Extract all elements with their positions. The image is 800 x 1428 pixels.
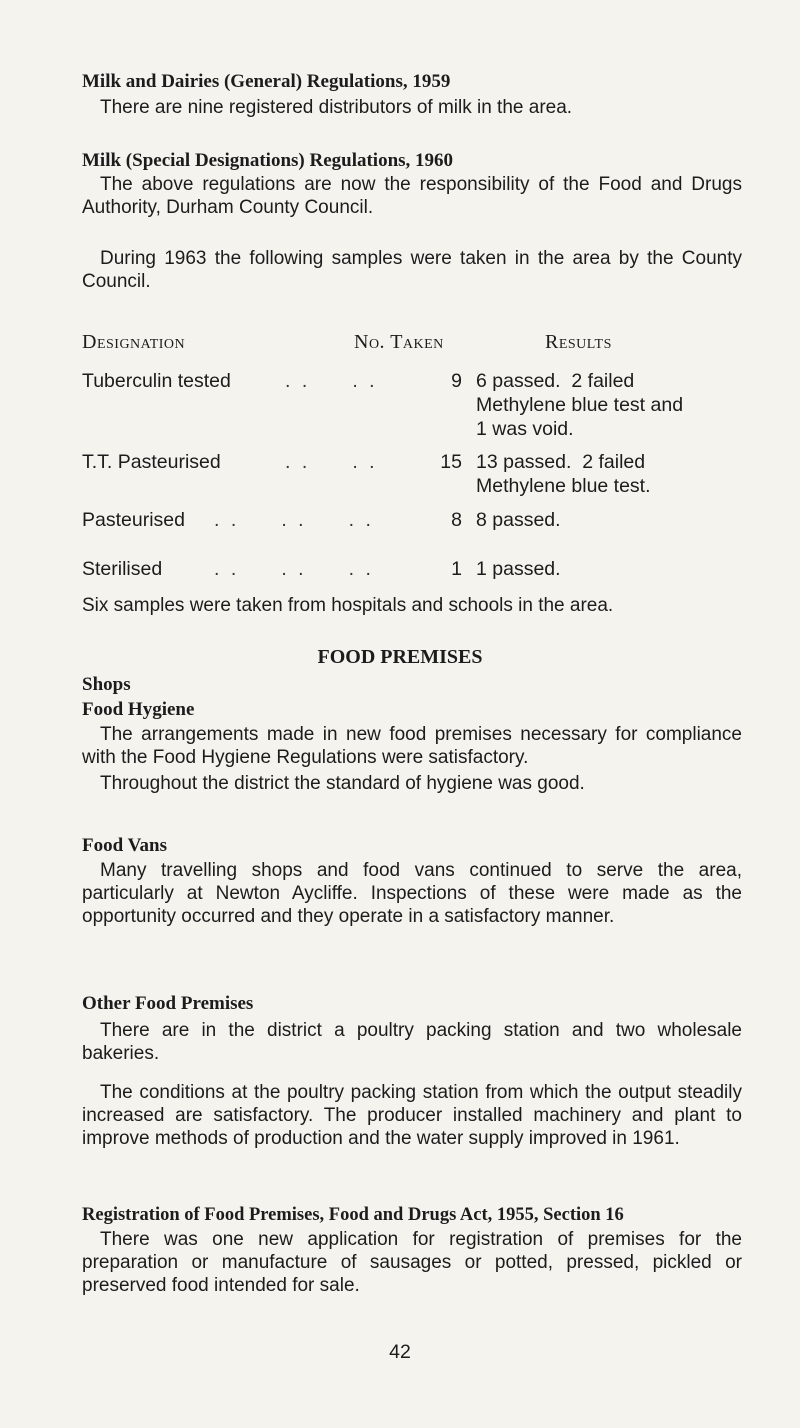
food-hygiene-heading: Food Hygiene (82, 699, 195, 720)
col-header-results: Results (545, 331, 612, 353)
row-taken: 15 (440, 451, 462, 473)
food-vans-text: Many travelling shops and food vans continued to serve the area, particularly at Newton Aycliffe. Inspections of these were made as the opportunity occurred and they operate in a satisfactory manner. (82, 860, 742, 927)
row-result-line: 1 was void. (476, 418, 574, 440)
row-result-line: 13 passed. 2 failed (476, 451, 646, 473)
row-result-line: 8 passed. (476, 509, 561, 531)
page-number: 42 (389, 1341, 411, 1363)
row-leader-dots: . . . . (285, 451, 378, 473)
row-result-line: Methylene blue test and (476, 394, 684, 416)
col-header-designation: Designation (82, 331, 186, 353)
other-premises-text1: There are in the district a poultry packing station and two wholesale bakeries. (82, 1020, 742, 1064)
row-designation: T.T. Pasteurised (82, 451, 221, 473)
samples-footnote: Six samples were taken from hospitals and schools in the area. (82, 595, 614, 616)
row-designation: Tuberculin tested (82, 370, 231, 392)
other-premises-text2: The conditions at the poultry packing station from which the output steadily increased are satisfactory. The producer installed machinery and plant to improve methods of production and the water supply improved in 1961. (82, 1082, 742, 1149)
food-premises-title: FOOD PREMISES (317, 646, 483, 668)
food-hygiene-text1: The arrangements made in new food premises necessary for compliance with the Food Hygiene Regulations were satisfactory. (82, 724, 742, 768)
food-hygiene-text2: Throughout the district the standard of hygiene was good. (100, 773, 585, 794)
row-taken: 8 (451, 509, 462, 531)
shops-heading: Shops (82, 674, 131, 695)
row-leader-dots: . . . . (285, 370, 378, 392)
row-result-line: 6 passed. 2 failed (476, 370, 635, 392)
row-designation: Sterilised (82, 558, 163, 580)
row-taken: 9 (451, 370, 462, 392)
row-taken: 1 (451, 558, 462, 580)
food-vans-heading: Food Vans (82, 835, 168, 856)
milk-dairies-text: There are nine registered distributors of milk in the area. (100, 97, 573, 118)
row-leader-dots: . . . . . . (214, 509, 374, 531)
registration-heading: Registration of Food Premises, Food and Drugs Act, 1955, Section 16 (82, 1205, 624, 1225)
registration-text: There was one new application for registration of premises for the preparation or manufacture of sausages or potted, pressed, pickled or preserved food intended for sale. (82, 1229, 742, 1296)
col-header-taken: No. Taken (354, 331, 444, 353)
row-result-line: Methylene blue test. (476, 475, 651, 497)
special-designations-heading: Milk (Special Designations) Regulations, 1960 (82, 150, 454, 171)
row-result-line: 1 passed. (476, 558, 561, 580)
milk-dairies-heading: Milk and Dairies (General) Regulations, 1959 (82, 71, 451, 92)
other-premises-heading: Other Food Premises (82, 993, 254, 1014)
special-designations-text1: The above regulations are now the responsibility of the Food and Drugs Authority, Durham County Council. (82, 174, 742, 218)
row-designation: Pasteurised (82, 509, 185, 531)
row-leader-dots: . . . . . . (214, 558, 374, 580)
special-designations-text2: During 1963 the following samples were taken in the area by the County Council. (82, 248, 742, 292)
